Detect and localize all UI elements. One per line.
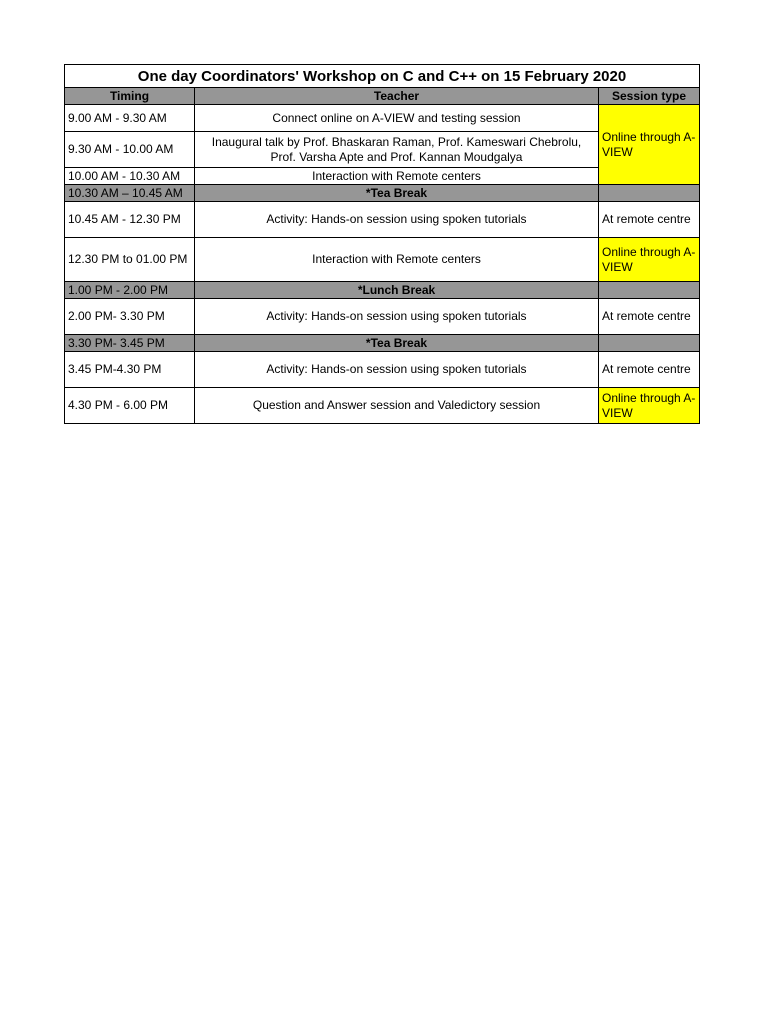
timing-cell: 1.00 PM - 2.00 PM [65, 282, 195, 299]
session-type-cell-empty [599, 335, 700, 352]
timing-cell: 10.45 AM - 12.30 PM [65, 202, 195, 238]
header-session-type: Session type [599, 88, 700, 105]
activity-cell: Connect online on A-VIEW and testing session [195, 105, 599, 132]
session-type-cell-empty [599, 282, 700, 299]
session-type-cell: At remote centre [599, 202, 700, 238]
timing-cell: 10.00 AM - 10.30 AM [65, 168, 195, 185]
session-type-cell-empty [599, 185, 700, 202]
break-label: *Lunch Break [195, 282, 599, 299]
session-type-cell: At remote centre [599, 352, 700, 388]
break-row [65, 282, 700, 299]
header-row [65, 88, 700, 105]
timing-cell: 2.00 PM- 3.30 PM [65, 299, 195, 335]
header-timing: Timing [65, 88, 195, 105]
activity-cell: Activity: Hands-on session using spoken tutorials [195, 202, 599, 238]
activity-line-1: Inaugural talk by Prof. Bhaskaran Raman, Prof. Kameswari Chebrolu, [211, 134, 582, 149]
timing-cell: 9.30 AM - 10.00 AM [65, 132, 195, 168]
session-type-cell-merged: Online through A-VIEW [599, 105, 700, 185]
title-row [65, 65, 700, 88]
activity-cell: Interaction with Remote centers [195, 168, 599, 185]
table-row [65, 238, 700, 282]
session-type-cell: At remote centre [599, 299, 700, 335]
activity-cell: Question and Answer session and Valedictory session [195, 388, 599, 424]
timing-cell: 10.30 AM – 10.45 AM [65, 185, 195, 202]
break-row [65, 335, 700, 352]
session-type-cell: Online through A-VIEW [599, 388, 700, 424]
timing-cell: 3.30 PM- 3.45 PM [65, 335, 195, 352]
table-row [65, 388, 700, 424]
session-type-cell: Online through A-VIEW [599, 238, 700, 282]
timing-cell: 12.30 PM to 01.00 PM [65, 238, 195, 282]
activity-line-2: Prof. Varsha Apte and Prof. Kannan Moudgalya [270, 149, 523, 164]
break-label: *Tea Break [195, 185, 599, 202]
activity-cell: Activity: Hands-on session using spoken tutorials [195, 299, 599, 335]
table-row [65, 352, 700, 388]
timing-cell: 4.30 PM - 6.00 PM [65, 388, 195, 424]
timing-cell: 3.45 PM-4.30 PM [65, 352, 195, 388]
timing-cell: 9.00 AM - 9.30 AM [65, 105, 195, 132]
header-teacher: Teacher [195, 88, 599, 105]
table-row [65, 202, 700, 238]
table-row [65, 299, 700, 335]
table-row [65, 105, 700, 132]
break-label: *Tea Break [195, 335, 599, 352]
sheet-title: One day Coordinators' Workshop on C and C++ on 15 February 2020 [65, 65, 700, 88]
schedule-table [64, 64, 700, 424]
activity-cell [195, 132, 599, 168]
break-row [65, 185, 700, 202]
activity-cell: Interaction with Remote centers [195, 238, 599, 282]
activity-cell: Activity: Hands-on session using spoken tutorials [195, 352, 599, 388]
